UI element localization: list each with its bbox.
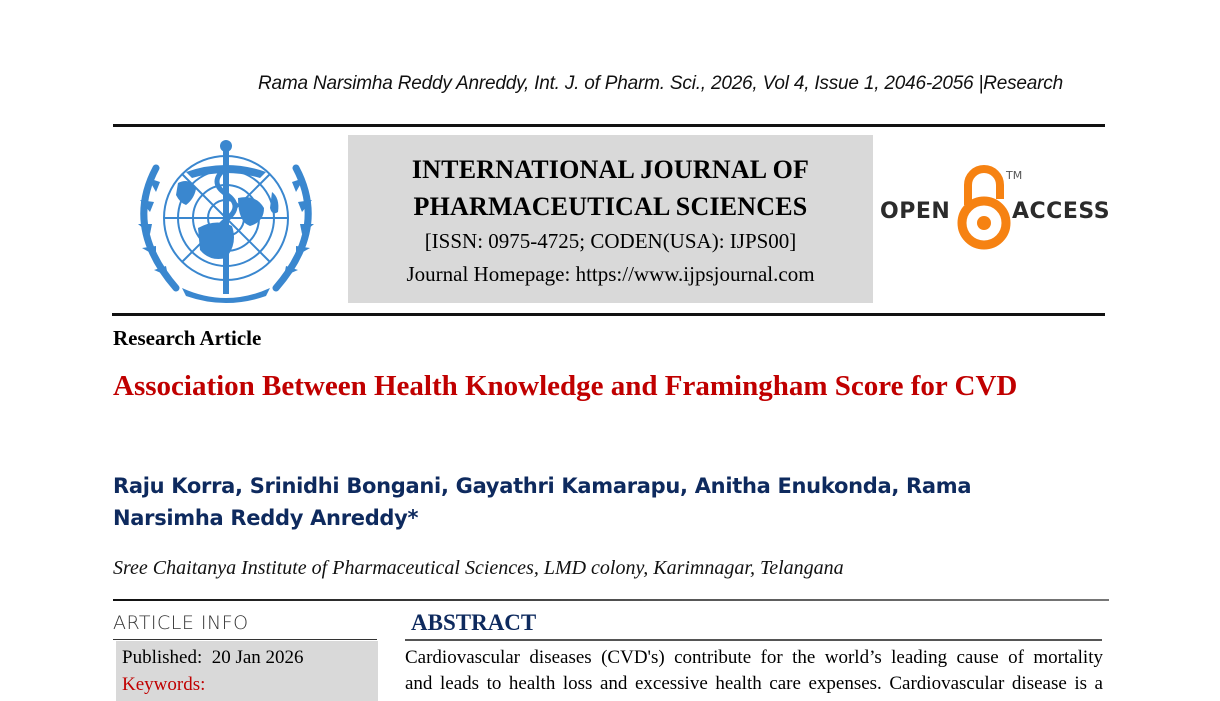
article-type-label: Research Article xyxy=(113,326,262,350)
article-info-heading: ARTICLE INFO xyxy=(113,612,249,634)
journal-title-line2: PHARMACEUTICAL SCIENCES xyxy=(413,192,808,221)
article-info-box xyxy=(116,641,378,701)
journal-masthead-box xyxy=(348,135,873,303)
affiliation-divider xyxy=(113,599,1109,601)
running-head: Rama Narsimha Reddy Anreddy, Int. J. of Pharm. Sci., 2026, Vol 4, Issue 1, 2046-2056 |Research xyxy=(258,73,1063,94)
published-label: Published: xyxy=(122,647,203,668)
journal-homepage-link[interactable]: Journal Homepage: https://www.ijpsjournal.com xyxy=(406,262,815,286)
keywords-label: Keywords: xyxy=(122,674,206,695)
abstract-rule xyxy=(405,639,1102,641)
article-info-rule xyxy=(113,639,377,640)
open-access-right-text: ACCESS xyxy=(1012,199,1111,224)
affiliation: Sree Chaitanya Institute of Pharmaceutical Sciences, LMD colony, Karimnagar, Telangana xyxy=(113,557,844,579)
abstract-line: Cardiovascular diseases (CVD's) contribute for the world’s leading cause of mortality xyxy=(405,647,1103,668)
published-date: 20 Jan 2026 xyxy=(211,647,304,668)
open-access-left-text: OPEN xyxy=(880,199,951,224)
trademark-label: TM xyxy=(1006,169,1023,182)
who-emblem-icon xyxy=(126,138,326,306)
journal-title-line1: INTERNATIONAL JOURNAL OF xyxy=(411,155,810,184)
open-access-lock-icon xyxy=(954,165,1014,250)
abstract-heading: ABSTRACT xyxy=(411,610,537,635)
masthead-top-rule xyxy=(113,124,1105,127)
open-access-logo xyxy=(880,165,1110,250)
published-row xyxy=(122,644,372,671)
author-list: Raju Korra, Srinidhi Bongani, Gayathri Kamarapu, Anitha Enukonda, Rama Narsimha Reddy Anreddy* xyxy=(113,474,972,530)
issn-line: [ISSN: 0975-4725; CODEN(USA): IJPS00] xyxy=(424,229,797,253)
masthead-bottom-rule xyxy=(112,313,1105,316)
abstract-line: and leads to health loss and excessive health care expenses. Cardiovascular disease is a xyxy=(405,673,1103,694)
article-title: Association Between Health Knowledge and Framingham Score for CVD xyxy=(113,370,1018,402)
abstract-body xyxy=(405,645,1103,697)
